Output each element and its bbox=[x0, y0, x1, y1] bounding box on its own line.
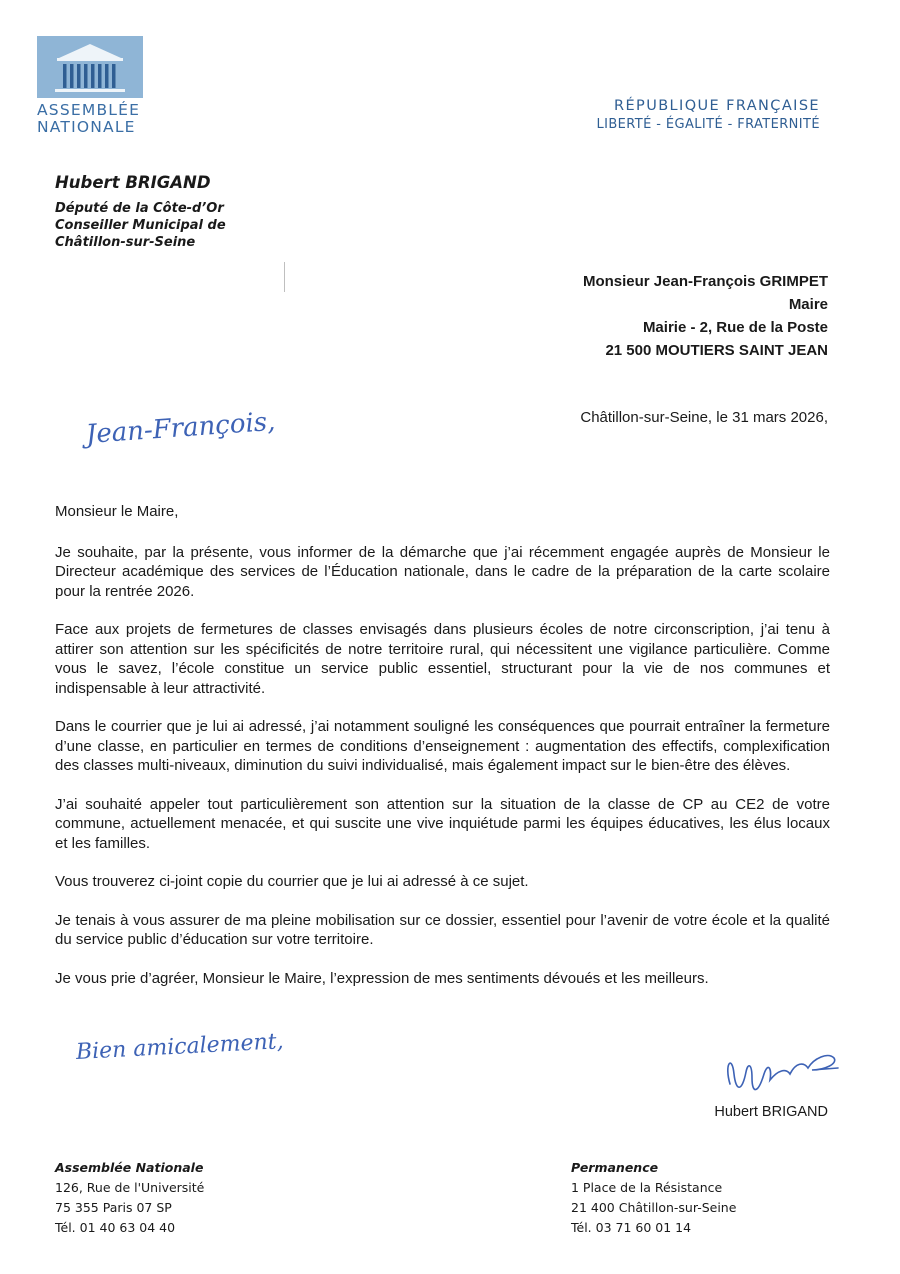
assemblee-nationale-building-icon bbox=[37, 36, 143, 98]
assemblee-nationale-logo bbox=[37, 36, 145, 136]
footer-right-line-1: 1 Place de la Résistance bbox=[571, 1180, 723, 1195]
sender-title-line-3: Châtillon-sur-Seine bbox=[55, 235, 196, 250]
fold-mark bbox=[284, 262, 285, 292]
republique-line-1: RÉPUBLIQUE FRANÇAISE bbox=[614, 98, 820, 114]
recipient-address bbox=[583, 270, 828, 362]
paragraph-5: Vous trouverez ci-joint copie du courrier que je lui ai adressé à ce sujet. bbox=[55, 873, 529, 890]
footer-right-line-2: 21 400 Châtillon-sur-Seine bbox=[571, 1200, 737, 1215]
signature-scribble-icon bbox=[712, 1034, 852, 1108]
logo-wordmark bbox=[37, 102, 145, 136]
letter-date: Châtillon-sur-Seine, le 31 mars 2026, bbox=[580, 409, 828, 426]
letter-body bbox=[55, 502, 830, 1007]
sender-name: Hubert BRIGAND bbox=[55, 173, 211, 192]
footer-left-title: Assemblée Nationale bbox=[55, 1160, 204, 1175]
paragraph-1: Je souhaite, par la présente, vous informer de la démarche que j’ai récemment engagée auprès de Monsieur le Directeur académique des services de l’Éducation nationale, dans le cadre de la préparation de la carte scolaire pour la rentrée 2026. bbox=[55, 543, 830, 600]
sender-block bbox=[55, 172, 226, 251]
logo-line-1: ASSEMBLÉE bbox=[37, 101, 141, 119]
sender-title-line-1: Député de la Côte-d’Or bbox=[55, 201, 224, 216]
footer-assemblee-address bbox=[55, 1158, 204, 1238]
footer-left-line-2: 75 355 Paris 07 SP bbox=[55, 1200, 172, 1215]
paragraph-7: Je vous prie d’agréer, Monsieur le Maire, l’expression de mes sentiments dévoués et les meilleurs. bbox=[55, 969, 709, 987]
paragraph-4: J’ai souhaité appeler tout particulièrement son attention sur la situation de la classe de CP au CE2 de votre commune, actuellement menacée, et qui suscite une vive inquiétude parmi les équipes éducatives, les élus locaux et les familles. bbox=[55, 795, 830, 852]
footer-right-title: Permanence bbox=[571, 1160, 659, 1175]
paragraph-6: Je tenais à vous assurer de ma pleine mobilisation sur ce dossier, essentiel pour l’avenir de votre école et la qualité du service public d’éducation sur votre territoire. bbox=[55, 911, 830, 948]
recipient-line-1: Monsieur Jean-François GRIMPET bbox=[582, 273, 828, 290]
recipient-line-4: 21 500 MOUTIERS SAINT JEAN bbox=[605, 342, 828, 359]
republique-motto: LIBERTÉ - ÉGALITÉ - FRATERNITÉ bbox=[596, 117, 820, 132]
footer-left-line-1: 126, Rue de l'Université bbox=[55, 1180, 205, 1195]
recipient-line-3: Mairie - 2, Rue de la Poste bbox=[642, 319, 828, 336]
republique-francaise-header bbox=[596, 97, 820, 134]
paragraph-3: Dans le courrier que je lui ai adressé, j’ai notamment souligné les conséquences que pourrait entraîner la fermeture d’une classe, en particulier en termes de conditions d’enseignement : augmentation des effectifs, complexification des classes multi-niveaux, diminution du suivi individualisé, mais également impact sur le bien-être des élèves. bbox=[55, 718, 830, 774]
sender-title-line-2: Conseiller Municipal de bbox=[55, 218, 226, 233]
salutation: Monsieur le Maire, bbox=[55, 503, 179, 520]
footer-left-line-3: Tél. 01 40 63 04 40 bbox=[55, 1220, 176, 1235]
paragraph-2: Face aux projets de fermetures de classes envisagés dans plusieurs écoles de notre circonscription, j’ai tenu à attirer son attention sur les spécificités de notre territoire rural, qui nécessitent une vigilance particulière. Comme vous le savez, l’école constitue un service public essentiel, structurant pour la vie de nos communes et indispensable à leur attractivité. bbox=[55, 621, 830, 697]
handwritten-closing: Bien amicalement, bbox=[75, 1029, 285, 1065]
footer-permanence-address bbox=[571, 1158, 736, 1238]
logo-line-2: NATIONALE bbox=[37, 118, 136, 136]
signature-name: Hubert BRIGAND bbox=[714, 1104, 828, 1120]
footer-right-line-3: Tél. 03 71 60 01 14 bbox=[571, 1220, 692, 1235]
recipient-line-2: Maire bbox=[788, 296, 828, 313]
handwritten-greeting: Jean-François, bbox=[84, 406, 277, 450]
